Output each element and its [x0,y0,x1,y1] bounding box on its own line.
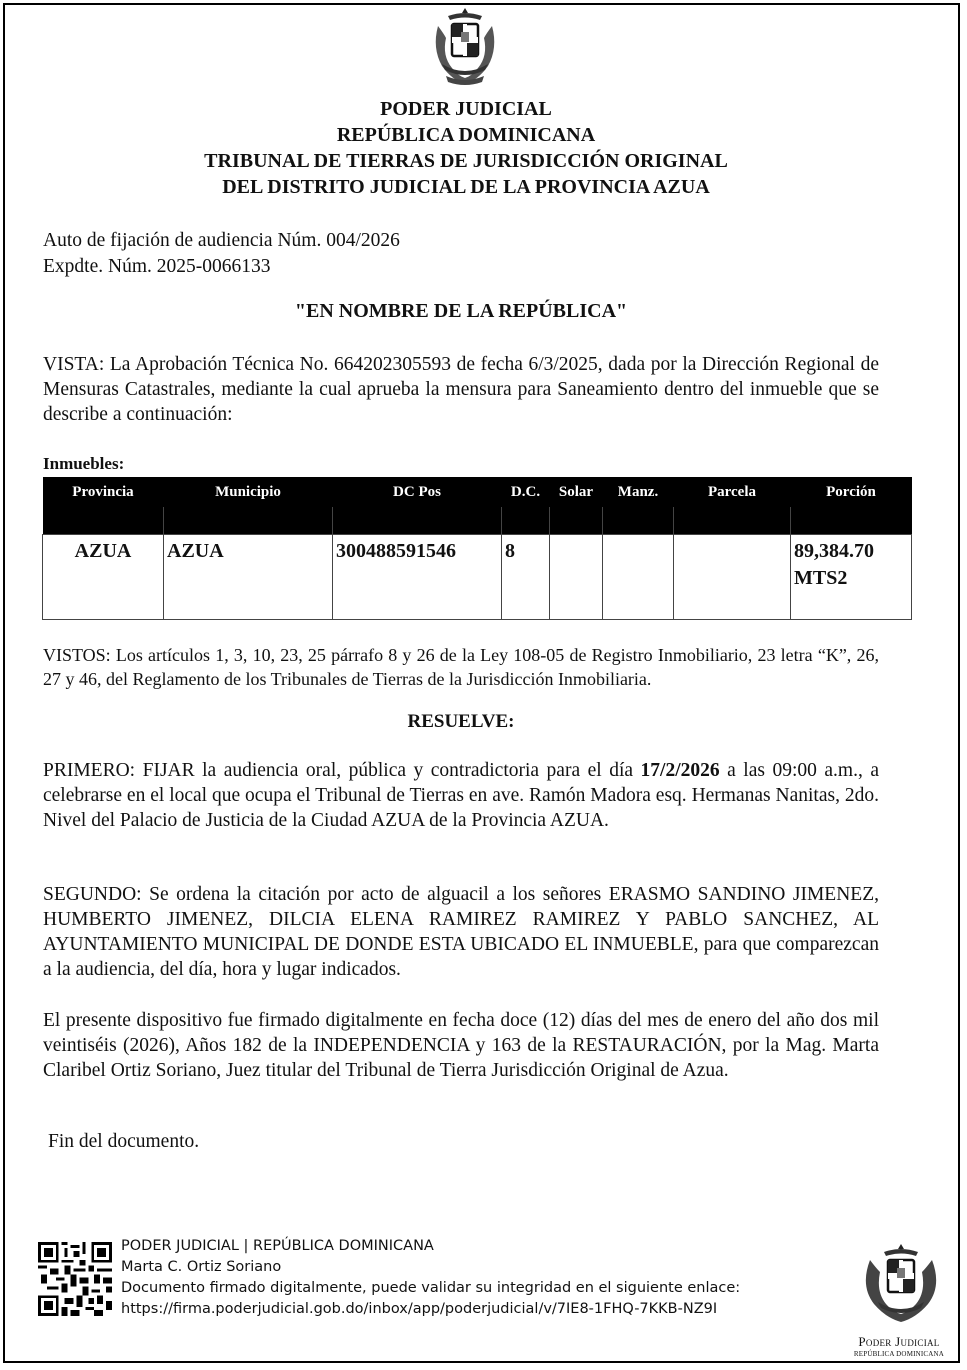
poder-judicial-seal-icon [862,1242,940,1326]
cell-provincia: AZUA [43,535,164,620]
header-line-3: TRIBUNAL DE TIERRAS DE JURISDICCIÓN ORIGINAL [204,150,728,172]
end-of-document: Fin del documento. [48,1131,200,1152]
footer-institution: PODER JUDICIAL | REPÚBLICA DOMINICANA [121,1238,434,1254]
signature-paragraph: El presente dispositivo fue firmado digitalmente en fecha doce (12) días del mes de enero del año dos mil veintiséis (2026), Años 182 de la INDEPENDENCIA y 163 de la RESTAURACIÓN, por la Mag. Marta Claribel Ortiz Soriano, Juez titular del Tribunal de Tierra Jurisdicción Original de Azua. [43,1010,879,1081]
inmuebles-table [42,477,912,620]
en-nombre-heading: "EN NOMBRE DE LA REPÚBLICA" [294,300,628,322]
vista-paragraph: VISTA: La Aprobación Técnica No. 664202305593 de fecha 6/3/2025, dada por la Dirección Regional de Mensuras Catastrales, mediante la cual aprueba la mensura para Saneamiento dentro del inmueble que se describe a continuación: [43,354,879,425]
qr-code-icon[interactable] [38,1238,112,1320]
col-dc-pos: DC Pos [333,477,502,507]
resuelve-heading: RESUELVE: [407,711,515,732]
cell-parcela [674,535,791,620]
table-header-row [43,477,912,507]
inmuebles-label: Inmuebles: [43,454,125,473]
cell-porcion [791,535,912,620]
primero-paragraph [43,758,879,833]
col-municipio: Municipio [164,477,333,507]
porcion-unit: MTS2 [794,567,848,589]
case-reference [43,228,879,280]
header-line-4: DEL DISTRITO JUDICIAL DE LA PROVINCIA AZUA [222,176,710,198]
col-solar: Solar [550,477,603,507]
table-row [43,535,912,620]
header-line-1: PODER JUDICIAL [380,98,552,120]
col-porcion: Porción [791,477,912,507]
col-manz: Manz. [603,477,674,507]
primero-text-start: PRIMERO: FIJAR la audiencia oral, pública y contradictoria para el día [43,760,641,781]
cell-municipio: AZUA [164,535,333,620]
header-line-2: REPÚBLICA DOMINICANA [336,124,596,146]
seal-label-title: Poder Judicial [858,1334,940,1349]
cell-dc: 8 [502,535,550,620]
primero-text-end: a las 09:00 a.m., a celebrarse en el local que ocupa el Tribunal de Tierras en ave. Ramón Madora esq. Hermanas Nanitas, 2do. Nivel del Palacio de Justicia de la Ciudad AZUA de la Provincia AZUA. [43,760,879,831]
seal-label-subtitle: REPÚBLICA DOMINICANA [853,1350,945,1358]
poder-judicial-seal-label [840,1334,958,1359]
cell-solar [550,535,603,620]
cell-manz [603,535,674,620]
segundo-paragraph: SEGUNDO: Se ordena la citación por acto de alguacil a los señores ERASMO SANDINO JIMENEZ, HUMBERTO JIMENEZ, DILCIA ELENA RAMIREZ RAMIREZ Y PABLO SANCHEZ, AL AYUNTAMIENTO MUNICIPAL DE DONDE ESTA UBICADO EL INMUEBLE, para que comparezcan a la audiencia, del día, hora y lugar indicados. [43,884,879,980]
col-dc: D.C. [502,477,550,507]
cell-dc-pos: 300488591546 [333,535,502,620]
expediente-number: Expdte. Núm. 2025-0066133 [43,256,271,277]
col-provincia: Provincia [43,477,164,507]
digital-signature-footer [121,1236,755,1320]
footer-signer: Marta C. Ortiz Soriano [121,1259,282,1275]
coat-of-arms-icon [428,6,502,90]
table-header-band [43,507,912,535]
hearing-date: 17/2/2026 [640,760,720,781]
court-header [0,96,932,200]
vistos-paragraph: VISTOS: Los artículos 1, 3, 10, 23, 25 párrafo 8 y 26 de la Ley 108-05 de Registro Inmobiliario, 23 letra “K”, 26, 27 y 46, del Reglamento de los Tribunales de Tierras de la Jurisdicción Inmobiliaria. [43,645,879,689]
footer-validation-text: Documento firmado digitalmente, puede validar su integridad en el siguiente enlace: [121,1280,741,1296]
porcion-value: 89,384.70 [794,540,874,562]
col-parcela: Parcela [674,477,791,507]
auto-number: Auto de fijación de audiencia Núm. 004/2026 [43,230,400,251]
validation-link[interactable]: https://firma.poderjudicial.gob.do/inbox/app/poderjudicial/v/7IE8-1FHQ-7KKB-NZ9I [121,1301,718,1317]
